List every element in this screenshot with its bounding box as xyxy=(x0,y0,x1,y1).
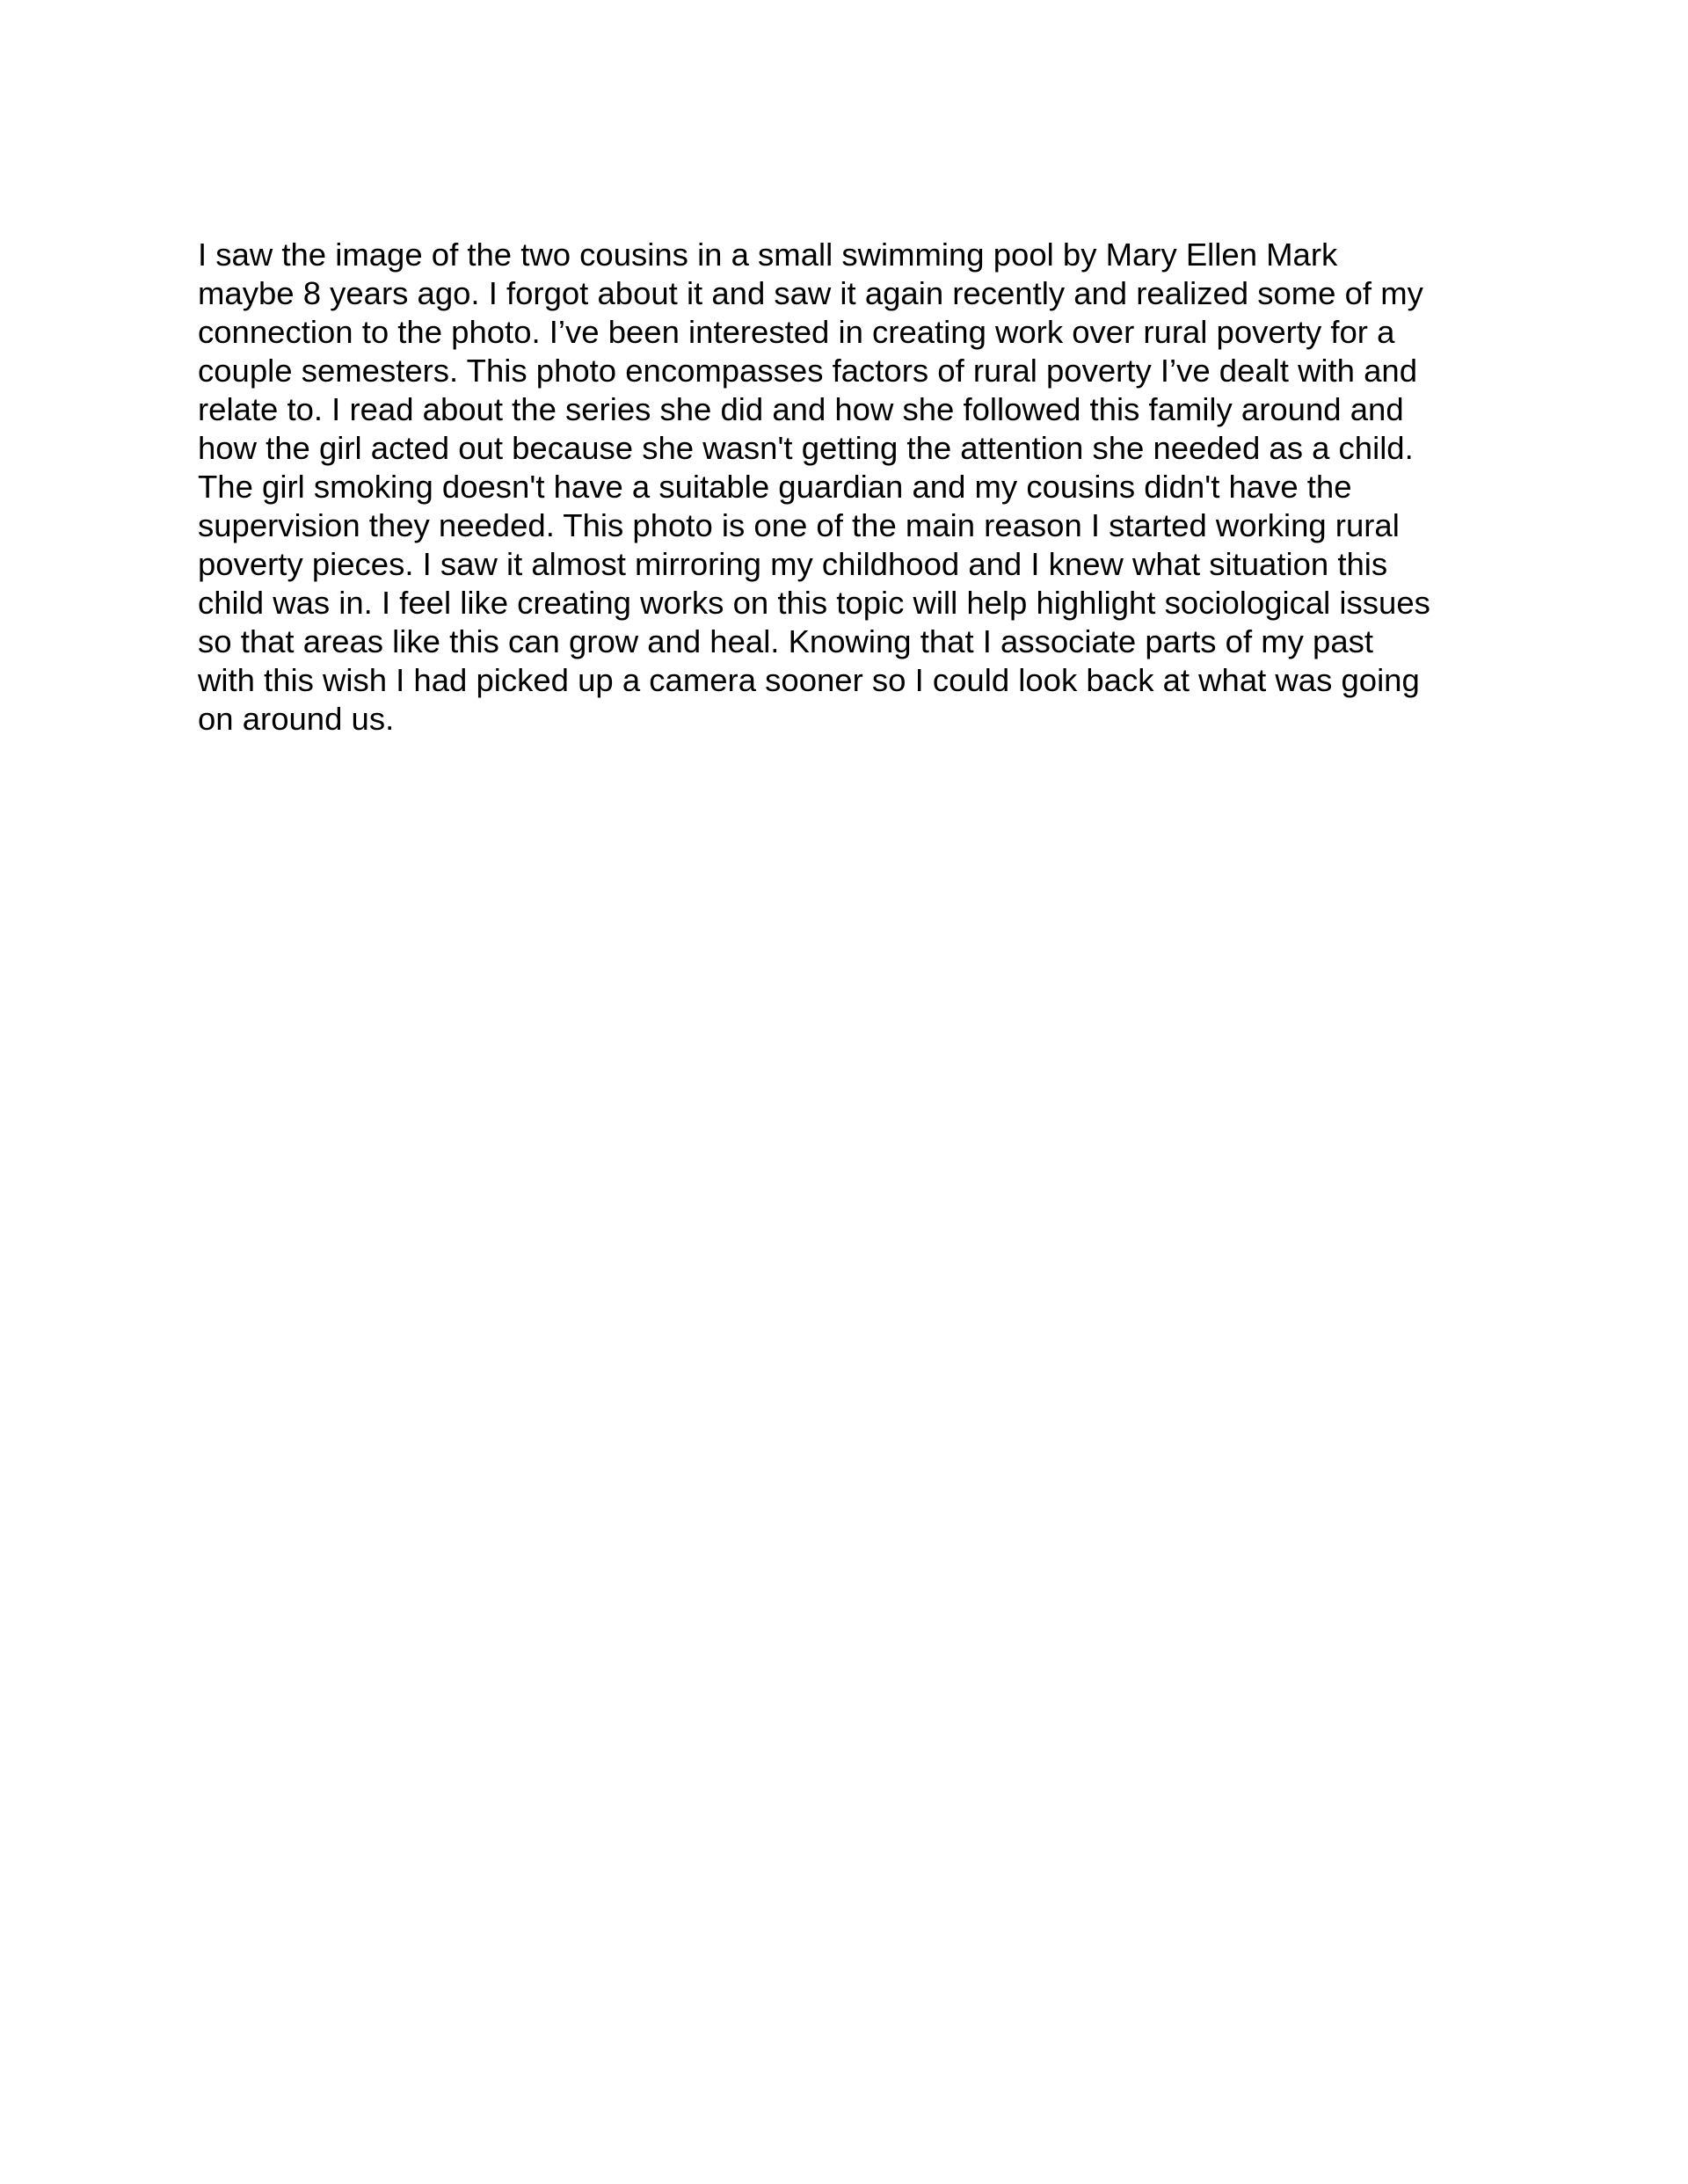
body-paragraph xyxy=(198,236,1517,739)
text-line: how the girl acted out because she wasn't getting the attention she needed as a child. xyxy=(198,430,1414,466)
text-line: on around us. xyxy=(198,701,395,737)
text-line: relate to. I read about the series she did and how she followed this family around and xyxy=(198,391,1404,427)
text-line: so that areas like this can grow and heal. Knowing that I associate parts of my past xyxy=(198,623,1374,659)
text-line: I saw the image of the two cousins in a small swimming pool by Mary Ellen Mark xyxy=(198,237,1338,273)
text-line: The girl smoking doesn't have a suitable guardian and my cousins didn't have the xyxy=(198,469,1352,505)
text-line: poverty pieces. I saw it almost mirroring my childhood and I knew what situation this xyxy=(198,546,1388,582)
text-line: connection to the photo. I’ve been interested in creating work over rural poverty for a xyxy=(198,314,1395,350)
text-line: maybe 8 years ago. I forgot about it and saw it again recently and realized some of my xyxy=(198,275,1423,311)
text-line: supervision they needed. This photo is one of the main reason I started working rural xyxy=(198,507,1400,543)
text-line: couple semesters. This photo encompasses factors of rural poverty I’ve dealt with and xyxy=(198,353,1418,389)
text-line: child was in. I feel like creating works on this topic will help highlight sociological issues xyxy=(198,585,1430,621)
text-line: with this wish I had picked up a camera sooner so I could look back at what was going xyxy=(198,662,1420,698)
